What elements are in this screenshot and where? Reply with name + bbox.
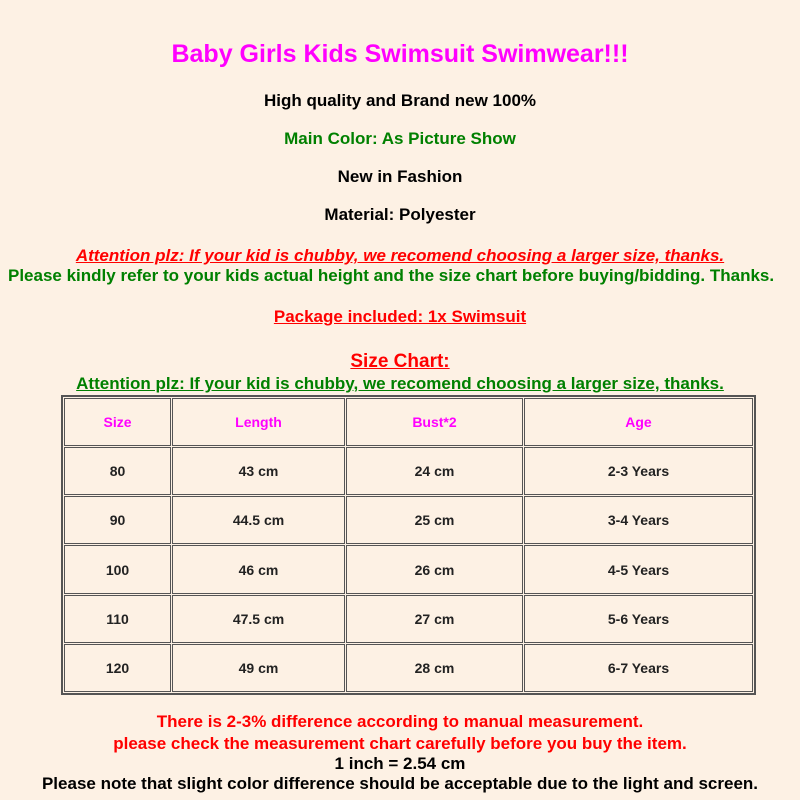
table-row — [64, 595, 753, 643]
package-line: Package included: 1x Swimsuit — [273, 307, 527, 326]
size-chart-table — [61, 395, 756, 695]
material-line: Material: Polyester — [324, 205, 476, 224]
main-color-line: Main Color: As Picture Show — [284, 129, 516, 148]
cell-length: 49 cm — [172, 644, 345, 692]
cell-bust: 24 cm — [346, 447, 523, 495]
cell-size: 80 — [64, 447, 171, 495]
cell-age: 5-6 Years — [524, 595, 753, 643]
cell-size: 120 — [64, 644, 171, 692]
product-title: Baby Girls Kids Swimsuit Swimwear!!! — [171, 40, 629, 68]
header-age: Age — [524, 398, 753, 446]
size-refer-notice: Please kindly refer to your kids actual height and the size chart before buying/bidding. Thanks. — [8, 266, 775, 285]
table-row — [64, 447, 753, 495]
cell-age: 6-7 Years — [524, 644, 753, 692]
check-chart-note: please check the measurement chart carefully before you buy the item. — [113, 734, 687, 753]
table-row — [64, 496, 753, 544]
cell-bust: 27 cm — [346, 595, 523, 643]
attention-notice-green: Attention plz: If your kid is chubby, we recomend choosing a larger size, thanks. — [76, 374, 724, 393]
cell-length: 47.5 cm — [172, 595, 345, 643]
header-length: Length — [172, 398, 345, 446]
fashion-line: New in Fashion — [337, 167, 463, 186]
header-bust: Bust*2 — [346, 398, 523, 446]
cell-age: 3-4 Years — [524, 496, 753, 544]
cell-age: 2-3 Years — [524, 447, 753, 495]
cell-size: 100 — [64, 545, 171, 593]
header-size: Size — [64, 398, 171, 446]
color-difference-note: Please note that slight color difference should be acceptable due to the light and screen. — [41, 774, 759, 793]
table-row — [64, 545, 753, 593]
cell-length: 43 cm — [172, 447, 345, 495]
table-row — [64, 644, 753, 692]
measurement-difference-note: There is 2-3% difference according to manual measurement. — [156, 712, 644, 731]
cell-length: 46 cm — [172, 545, 345, 593]
table-header-row — [64, 398, 753, 446]
cell-bust: 25 cm — [346, 496, 523, 544]
quality-line: High quality and Brand new 100% — [263, 91, 537, 110]
cell-size: 110 — [64, 595, 171, 643]
cell-length: 44.5 cm — [172, 496, 345, 544]
attention-notice-red: Attention plz: If your kid is chubby, we recomend choosing a larger size, thanks. — [75, 246, 725, 265]
cell-size: 90 — [64, 496, 171, 544]
size-chart-heading: Size Chart: — [350, 351, 450, 372]
cell-bust: 26 cm — [346, 545, 523, 593]
inch-conversion-note: 1 inch = 2.54 cm — [334, 754, 466, 773]
cell-bust: 28 cm — [346, 644, 523, 692]
cell-age: 4-5 Years — [524, 545, 753, 593]
